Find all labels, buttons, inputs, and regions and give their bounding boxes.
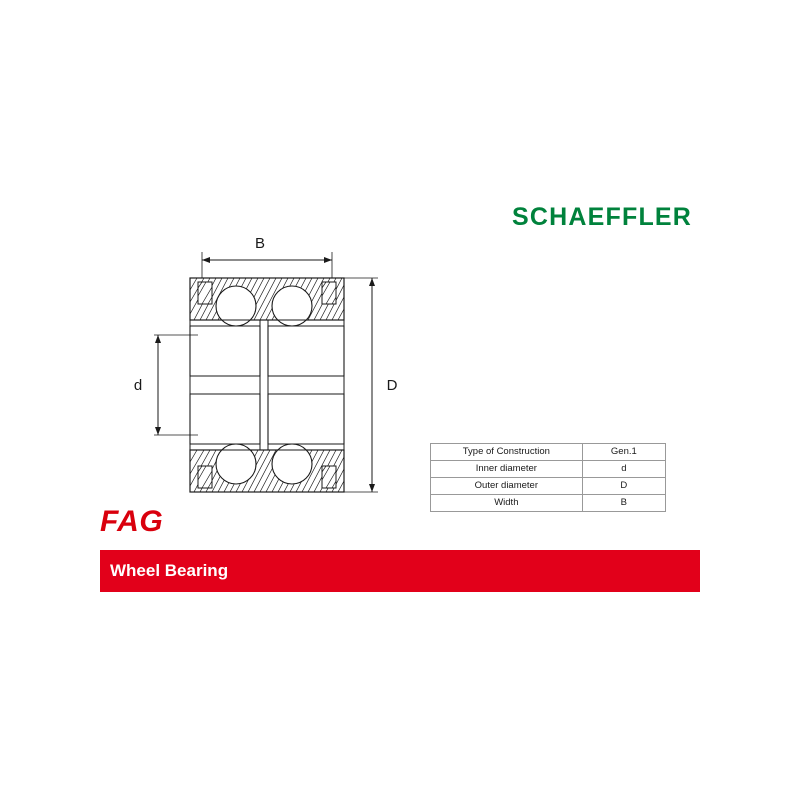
spec-label: Outer diameter <box>431 478 583 495</box>
fag-logo-text: FAG <box>100 505 164 538</box>
bearing-technical-drawing <box>120 230 440 520</box>
product-title: Wheel Bearing <box>110 561 229 580</box>
dimension-label-B: B <box>254 235 266 252</box>
product-banner <box>100 550 700 592</box>
bearing-cross-section-svg <box>120 230 440 520</box>
dimension-label-D: D <box>386 377 398 394</box>
spec-label: Width <box>431 495 583 512</box>
table-row <box>431 461 666 478</box>
fag-logo <box>100 505 192 537</box>
spec-label: Inner diameter <box>431 461 583 478</box>
spec-value: B <box>582 495 665 512</box>
spec-value: Gen.1 <box>582 444 665 461</box>
spec-label: Type of Construction <box>431 444 583 461</box>
specification-table <box>430 443 666 512</box>
table-row <box>431 495 666 512</box>
dimension-label-d: d <box>133 377 143 394</box>
table-row <box>431 444 666 461</box>
table-row <box>431 478 666 495</box>
spec-value: D <box>582 478 665 495</box>
schaeffler-wordmark: SCHAEFFLER <box>512 203 693 231</box>
spec-value: d <box>582 461 665 478</box>
